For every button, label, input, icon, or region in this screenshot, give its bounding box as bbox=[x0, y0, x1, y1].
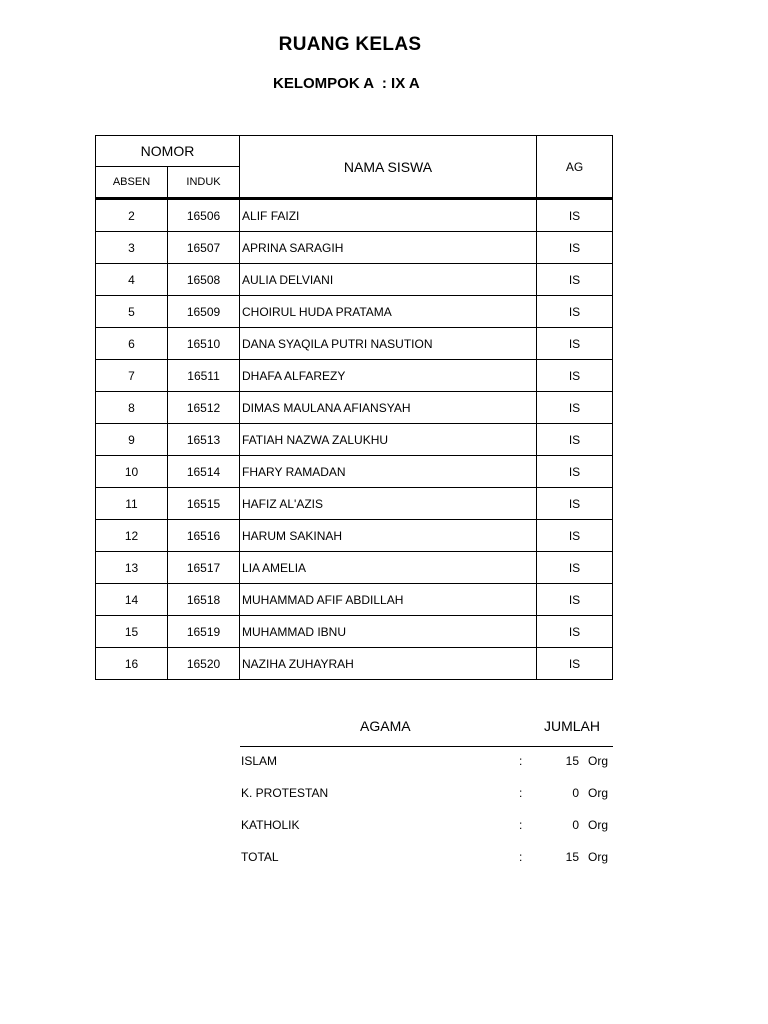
summary-colon: : bbox=[519, 754, 523, 768]
cell-absen: 9 bbox=[96, 424, 168, 456]
cell-ag: IS bbox=[537, 199, 613, 232]
cell-absen: 12 bbox=[96, 520, 168, 552]
cell-induk: 16513 bbox=[168, 424, 240, 456]
cell-absen: 4 bbox=[96, 264, 168, 296]
cell-absen: 8 bbox=[96, 392, 168, 424]
table-row bbox=[96, 232, 613, 264]
summary-count: 0 bbox=[572, 786, 579, 800]
header-nomor: NOMOR bbox=[96, 136, 240, 167]
cell-ag: IS bbox=[537, 456, 613, 488]
cell-induk: 16510 bbox=[168, 328, 240, 360]
cell-nama: DIMAS MAULANA AFIANSYAH bbox=[240, 392, 537, 424]
cell-ag: IS bbox=[537, 488, 613, 520]
page-subtitle: KELOMPOK A : IX A bbox=[273, 75, 420, 92]
cell-ag: IS bbox=[537, 584, 613, 616]
cell-absen: 11 bbox=[96, 488, 168, 520]
cell-absen: 7 bbox=[96, 360, 168, 392]
cell-induk: 16507 bbox=[168, 232, 240, 264]
student-rows bbox=[96, 199, 613, 680]
summary-header-agama: AGAMA bbox=[360, 718, 411, 734]
cell-nama: DHAFA ALFAREZY bbox=[240, 360, 537, 392]
cell-induk: 16519 bbox=[168, 616, 240, 648]
header-absen: ABSEN bbox=[96, 167, 168, 199]
cell-nama: ALIF FAIZI bbox=[240, 199, 537, 232]
summary-unit: Org bbox=[588, 754, 609, 768]
summary-count: 15 bbox=[565, 754, 579, 768]
religion-summary bbox=[240, 712, 613, 875]
cell-ag: IS bbox=[537, 616, 613, 648]
summary-count: 0 bbox=[572, 818, 579, 832]
summary-colon: : bbox=[519, 786, 523, 800]
cell-ag: IS bbox=[537, 264, 613, 296]
summary-header-jumlah: JUMLAH bbox=[544, 718, 601, 734]
summary-rows bbox=[240, 747, 613, 875]
cell-ag: IS bbox=[537, 520, 613, 552]
cell-absen: 13 bbox=[96, 552, 168, 584]
cell-absen: 16 bbox=[96, 648, 168, 680]
summary-label: TOTAL bbox=[241, 850, 279, 864]
cell-nama: DANA SYAQILA PUTRI NASUTION bbox=[240, 328, 537, 360]
cell-induk: 16506 bbox=[168, 199, 240, 232]
table-row bbox=[96, 616, 613, 648]
summary-label: KATHOLIK bbox=[241, 818, 300, 832]
cell-nama: FHARY RAMADAN bbox=[240, 456, 537, 488]
summary-row bbox=[240, 779, 613, 811]
table-row bbox=[96, 552, 613, 584]
cell-nama: FATIAH NAZWA ZALUKHU bbox=[240, 424, 537, 456]
cell-ag: IS bbox=[537, 296, 613, 328]
page-title: RUANG KELAS bbox=[278, 34, 422, 55]
table-row bbox=[96, 328, 613, 360]
summary-colon: : bbox=[519, 850, 523, 864]
cell-absen: 15 bbox=[96, 616, 168, 648]
cell-absen: 14 bbox=[96, 584, 168, 616]
cell-nama: HAFIZ AL'AZIS bbox=[240, 488, 537, 520]
cell-induk: 16518 bbox=[168, 584, 240, 616]
summary-row bbox=[240, 811, 613, 843]
cell-absen: 10 bbox=[96, 456, 168, 488]
cell-absen: 3 bbox=[96, 232, 168, 264]
cell-nama: LIA AMELIA bbox=[240, 552, 537, 584]
cell-induk: 16517 bbox=[168, 552, 240, 584]
summary-unit: Org bbox=[588, 850, 609, 864]
cell-induk: 16516 bbox=[168, 520, 240, 552]
table-row bbox=[96, 648, 613, 680]
table-row bbox=[96, 424, 613, 456]
cell-nama: HARUM SAKINAH bbox=[240, 520, 537, 552]
table-row bbox=[96, 520, 613, 552]
table-row bbox=[96, 392, 613, 424]
cell-nama: CHOIRUL HUDA PRATAMA bbox=[240, 296, 537, 328]
summary-header bbox=[240, 712, 613, 747]
table-row bbox=[96, 360, 613, 392]
summary-label: K. PROTESTAN bbox=[241, 786, 329, 800]
cell-ag: IS bbox=[537, 328, 613, 360]
summary-row bbox=[240, 747, 613, 779]
cell-absen: 2 bbox=[96, 199, 168, 232]
header-nama-siswa: NAMA SISWA bbox=[240, 136, 537, 199]
header-induk: INDUK bbox=[168, 167, 240, 199]
cell-ag: IS bbox=[537, 648, 613, 680]
cell-induk: 16511 bbox=[168, 360, 240, 392]
summary-label: ISLAM bbox=[241, 754, 278, 768]
table-row bbox=[96, 296, 613, 328]
cell-induk: 16509 bbox=[168, 296, 240, 328]
summary-count: 15 bbox=[565, 850, 579, 864]
cell-induk: 16515 bbox=[168, 488, 240, 520]
student-table bbox=[95, 135, 613, 680]
summary-row bbox=[240, 843, 613, 875]
header-ag: AG bbox=[537, 136, 613, 199]
cell-nama: MUHAMMAD IBNU bbox=[240, 616, 537, 648]
cell-absen: 5 bbox=[96, 296, 168, 328]
cell-absen: 6 bbox=[96, 328, 168, 360]
cell-ag: IS bbox=[537, 360, 613, 392]
cell-nama: AULIA DELVIANI bbox=[240, 264, 537, 296]
cell-induk: 16514 bbox=[168, 456, 240, 488]
table-row bbox=[96, 584, 613, 616]
table-row bbox=[96, 488, 613, 520]
cell-induk: 16512 bbox=[168, 392, 240, 424]
summary-colon: : bbox=[519, 818, 523, 832]
summary-unit: Org bbox=[588, 818, 609, 832]
cell-nama: APRINA SARAGIH bbox=[240, 232, 537, 264]
cell-nama: MUHAMMAD AFIF ABDILLAH bbox=[240, 584, 537, 616]
cell-nama: NAZIHA ZUHAYRAH bbox=[240, 648, 537, 680]
cell-induk: 16508 bbox=[168, 264, 240, 296]
summary-unit: Org bbox=[588, 786, 609, 800]
cell-ag: IS bbox=[537, 392, 613, 424]
cell-ag: IS bbox=[537, 552, 613, 584]
table-row bbox=[96, 199, 613, 232]
cell-ag: IS bbox=[537, 424, 613, 456]
table-row bbox=[96, 264, 613, 296]
table-row bbox=[96, 456, 613, 488]
cell-induk: 16520 bbox=[168, 648, 240, 680]
cell-ag: IS bbox=[537, 232, 613, 264]
